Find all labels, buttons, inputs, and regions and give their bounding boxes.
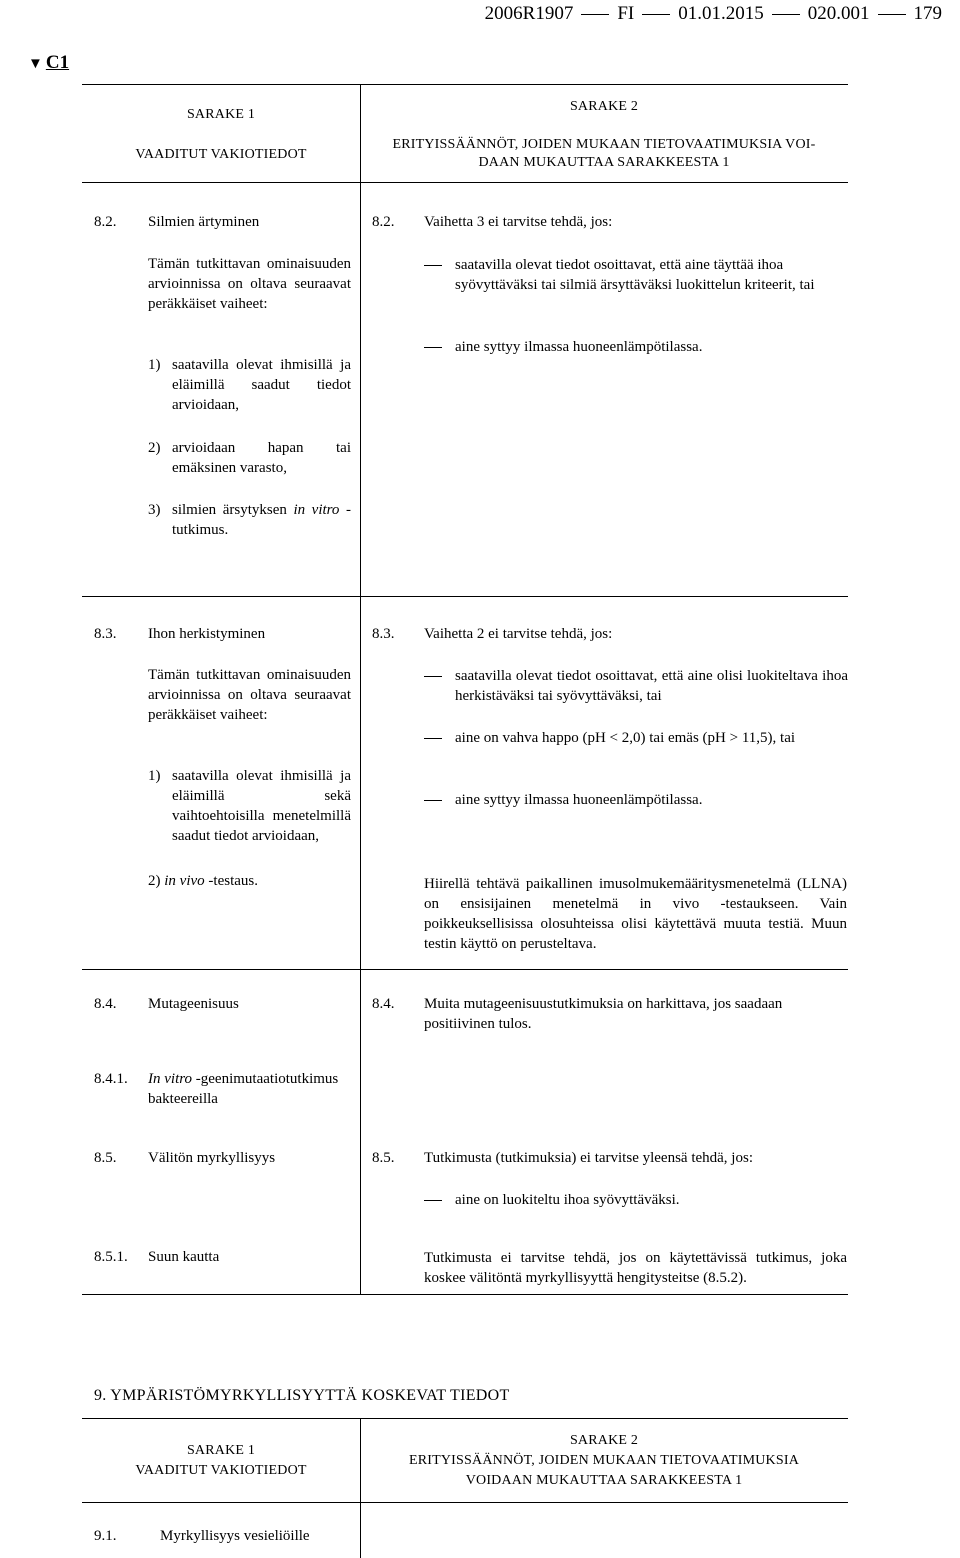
dash-item: aine on vahva happo (pH < 2,0) tai emäs (pH > 11,5), tai	[424, 728, 848, 748]
row-title: Suun kautta	[148, 1249, 220, 1265]
col2-title: SARAKE 2	[569, 1433, 639, 1448]
page-number: 179	[913, 3, 942, 24]
running-header	[485, 2, 942, 26]
step-text: saatavilla olevat ihmisillä ja eläimillä sekä vaihtoehtoisilla menetelmillä saadut tiedot arvioidaan,	[172, 768, 351, 844]
rule-number: 8.4.	[372, 996, 395, 1012]
dash-item: saatavilla olevat tiedot osoittavat, että aine täyttää ihoa syövyttäväksi tai silmiä ärsyttäväksi luokittelun kriteerit, tai	[424, 255, 848, 295]
col2-subtitle-line1: ERITYISSÄÄNNÖT, JOIDEN MUKAAN TIETOVAATIMUKSIA VOI-	[392, 137, 816, 152]
row-intro: Tämän tutkittavan ominaisuuden arvioinnissa on oltava seuraavat peräkkäiset vaiheet:	[148, 667, 351, 723]
row-title: Silmien ärtyminen	[148, 214, 260, 230]
section-heading: 9. YMPÄRISTÖMYRKYLLISYYTTÄ KOSKEVAT TIEDOT	[94, 1387, 510, 1404]
column-divider	[360, 1418, 361, 1558]
dash-item: aine syttyy ilmassa huoneenlämpötilassa.	[424, 790, 848, 810]
table-top-rule	[82, 1418, 848, 1419]
col1-subtitle: VAADITUT VAKIOTIEDOT	[135, 1463, 307, 1478]
rule-number: 8.5.	[372, 1150, 395, 1166]
dash-item: saatavilla olevat tiedot osoittavat, että aine olisi luokiteltava ihoa herkistäväksi tai syövyttäväksi, tai	[424, 666, 848, 706]
row-title: In vitro -geenimutaatiotutkimus bakteereilla	[148, 1071, 339, 1107]
row-title: Välitön myrkyllisyys	[148, 1150, 276, 1166]
doc-lang: FI	[617, 3, 635, 24]
table-header-rule	[82, 1502, 848, 1503]
amendment-label: C1	[45, 52, 70, 73]
column-divider	[360, 84, 361, 1294]
col2-subtitle-line1: ERITYISSÄÄNNÖT, JOIDEN MUKAAN TIETOVAATIMUKSIA	[408, 1453, 800, 1468]
table-header-rule	[82, 182, 848, 183]
dash-item: aine on luokiteltu ihoa syövyttäväksi.	[424, 1190, 848, 1210]
rule-number: 8.3.	[372, 626, 395, 642]
doc-date: 01.01.2015	[678, 3, 764, 24]
rule-text: Tutkimusta ei tarvitse tehdä, jos on käytettävissä tutkimus, joka koskee välitöntä myrkyllisyyttä hengitysteitse (8.5.2).	[424, 1250, 847, 1286]
row-number: 9.1.	[94, 1528, 117, 1544]
step-number: 1)	[148, 357, 161, 373]
row-number: 8.4.1.	[94, 1071, 128, 1087]
row-number: 8.4.	[94, 996, 117, 1012]
row-number: 8.5.	[94, 1150, 117, 1166]
amendment-marker[interactable]	[28, 53, 69, 74]
step-number: 3)	[148, 502, 161, 518]
rule-note: Hiirellä tehtävä paikallinen imusolmukemääritysmenetelmä (LLNA) on ensisijainen menetelmä in vivo -testaukseen. Vain poikkeuksellisissa olosuhteissa olisi käytettävä muuta testiä. Muun testin käyttö on perusteltava.	[424, 876, 847, 952]
dash-item: aine syttyy ilmassa huoneenlämpötilassa.	[424, 337, 848, 357]
step-number: 2) in vivo -testaus.	[148, 873, 258, 889]
step-text: silmien ärsytyksen in vitro -tutkimus.	[172, 502, 351, 538]
col2-subtitle-line2: DAAN MUKAUTTAA SARAKKEESTA 1	[478, 155, 730, 170]
rule-text: Muita mutageenisuustutkimuksia on harkittava, jos saadaan positiivinen tulos.	[424, 996, 783, 1032]
rule-number: 8.2.	[372, 214, 395, 230]
step-text: saatavilla olevat ihmisillä ja eläimillä saadut tiedot arvioidaan,	[172, 357, 351, 413]
row-number: 8.2.	[94, 214, 117, 230]
row-number: 8.5.1.	[94, 1249, 128, 1265]
step-number: 1)	[148, 768, 161, 784]
rule-text: Vaihetta 2 ei tarvitse tehdä, jos:	[424, 626, 613, 642]
row-divider	[82, 969, 848, 970]
doc-version: 020.001	[807, 3, 870, 24]
col2-title: SARAKE 2	[569, 99, 639, 114]
col1-title: SARAKE 1	[186, 1443, 256, 1458]
row-intro: Tämän tutkittavan ominaisuuden arvioinnissa on oltava seuraavat peräkkäiset vaiheet:	[148, 256, 351, 312]
table-top-rule	[82, 84, 848, 85]
col1-title: SARAKE 1	[186, 107, 256, 122]
step-text: arvioidaan hapan tai emäksinen varasto,	[172, 440, 351, 476]
rule-text: Tutkimusta (tutkimuksia) ei tarvitse yleensä tehdä, jos:	[424, 1150, 753, 1166]
row-title: Mutageenisuus	[148, 996, 239, 1012]
col1-subtitle: VAADITUT VAKIOTIEDOT	[135, 147, 307, 162]
doc-id: 2006R1907	[484, 3, 574, 24]
row-title: Myrkyllisyys vesieliöille	[160, 1528, 310, 1544]
row-divider	[82, 596, 848, 597]
triangle-down-icon: ▼	[28, 56, 43, 72]
col2-subtitle-line2: VOIDAAN MUKAUTTAA SARAKKEESTA 1	[465, 1473, 743, 1488]
step-number: 2)	[148, 440, 161, 456]
row-number: 8.3.	[94, 626, 117, 642]
rule-text: Vaihetta 3 ei tarvitse tehdä, jos:	[424, 214, 613, 230]
table-bottom-rule	[82, 1294, 848, 1295]
row-title: Ihon herkistyminen	[148, 626, 266, 642]
